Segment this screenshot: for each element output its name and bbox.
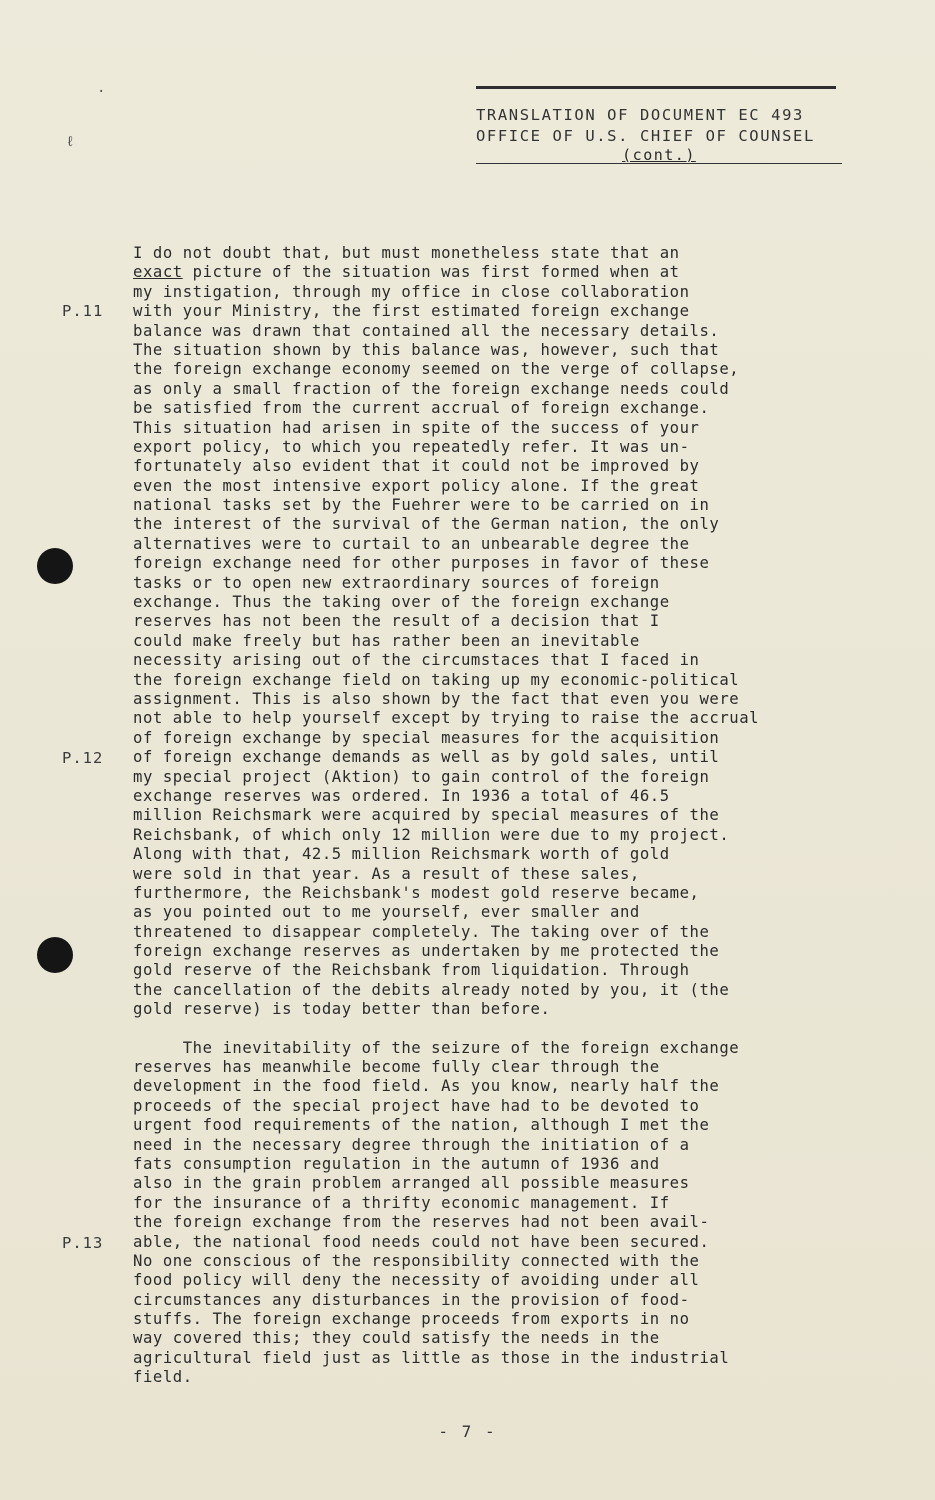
text-line: for the insurance of a thrifty economic management. If — [133, 1193, 670, 1212]
text-line: circumstances any disturbances in the provision of food- — [133, 1290, 690, 1309]
text-line: tasks or to open new extraordinary sources of foreign — [133, 573, 660, 592]
header-office: OFFICE OF U.S. CHIEF OF COUNSEL — [476, 127, 815, 145]
header-title: TRANSLATION OF DOCUMENT EC 493 — [476, 106, 804, 124]
text-line: threatened to disappear completely. The taking over of the — [133, 922, 710, 941]
punch-hole-icon — [37, 937, 73, 973]
text-line: Reichsbank, of which only 12 million were due to my project. — [133, 825, 730, 844]
text-line: agricultural field just as little as those in the industrial — [133, 1348, 730, 1367]
text-line: could make freely but has rather been an inevitable — [133, 631, 640, 650]
text-line: The inevitability of the seizure of the foreign exchange — [133, 1038, 740, 1057]
text-line: No one conscious of the responsibility connected with the — [133, 1251, 700, 1270]
margin-note-p12: P.12 — [62, 749, 104, 767]
text-line: The situation shown by this balance was, however, such that — [133, 340, 720, 359]
paragraph-2 — [133, 1039, 893, 1388]
text-line: the foreign exchange field on taking up my economic-political — [133, 670, 740, 689]
margin-note-p13: P.13 — [62, 1234, 104, 1252]
text-line: assignment. This is also shown by the fact that even you were — [133, 689, 740, 708]
text-line: my instigation, through my office in close collaboration — [133, 282, 690, 301]
header-continued — [476, 147, 842, 164]
paragraph-1 — [133, 244, 893, 1020]
text-line: with your Ministry, the first estimated foreign exchange — [133, 302, 690, 321]
text-line: be satisfied from the current accrual of foreign exchange. — [133, 399, 710, 418]
text-line: furthermore, the Reichsbank's modest gold reserve became, — [133, 883, 700, 902]
text-line: the foreign exchange economy seemed on the verge of collapse, — [133, 360, 740, 379]
text-line: reserves has meanwhile become fully clear through the — [133, 1058, 660, 1077]
text-line: of foreign exchange by special measures for the acquisition — [133, 728, 720, 747]
text-line: of foreign exchange demands as well as by gold sales, until — [133, 748, 720, 767]
margin-note-p11: P.11 — [62, 302, 104, 320]
text-line: fats consumption regulation in the autumn of 1936 and — [133, 1154, 660, 1173]
text-line: exact picture of the situation was first formed when at — [133, 263, 680, 282]
text-line: national tasks set by the Fuehrer were to be carried on in — [133, 496, 710, 515]
punch-hole-icon — [37, 548, 73, 584]
text-line: food policy will deny the necessity of avoiding under all — [133, 1271, 700, 1290]
stray-mark: ℓ — [66, 134, 75, 150]
text-line: foreign exchange need for other purposes in favor of these — [133, 554, 710, 573]
text-line: gold reserve of the Reichsbank from liquidation. Through — [133, 961, 690, 980]
stray-mark: · — [97, 84, 106, 100]
text-line: urgent food requirements of the nation, although I met the — [133, 1116, 710, 1135]
body-text — [133, 244, 893, 1388]
text-line: I do not doubt that, but must monetheless state that an — [133, 244, 680, 262]
text-line: export policy, to which you repeatedly refer. It was un- — [133, 437, 690, 456]
header-cont-label: (cont.) — [622, 146, 696, 164]
text-line: gold reserve) is today better than before. — [133, 1000, 551, 1019]
text-line: the foreign exchange from the reserves had not been avail- — [133, 1213, 710, 1232]
text-line: as you pointed out to me yourself, ever smaller and — [133, 903, 640, 922]
text-line: were sold in that year. As a result of these sales, — [133, 864, 640, 883]
text-line: field. — [133, 1368, 193, 1387]
text-line: as only a small fraction of the foreign exchange needs could — [133, 379, 730, 398]
text-line: the interest of the survival of the German nation, the only — [133, 515, 720, 534]
text-line: fortunately also evident that it could not be improved by — [133, 457, 700, 476]
text-line: need in the necessary degree through the initiation of a — [133, 1135, 690, 1154]
text-line: exchange reserves was ordered. In 1936 a total of 46.5 — [133, 786, 670, 805]
text-line: the cancellation of the debits already noted by you, it (the — [133, 980, 730, 999]
text-line: my special project (Aktion) to gain control of the foreign — [133, 767, 710, 786]
text-line: able, the national food needs could not have been secured. — [133, 1232, 710, 1251]
text-line: This situation had arisen in spite of the success of your — [133, 418, 700, 437]
text-line: alternatives were to curtail to an unbearable degree the — [133, 534, 690, 553]
text-line: exchange. Thus the taking over of the foreign exchange — [133, 593, 670, 612]
text-line: stuffs. The foreign exchange proceeds from exports in no — [133, 1310, 690, 1329]
text-line: reserves has not been the result of a decision that I — [133, 612, 660, 631]
text-line: proceeds of the special project have had to be devoted to — [133, 1096, 700, 1115]
page-number: - 7 - — [438, 1422, 497, 1441]
text-line: balance was drawn that contained all the necessary details. — [133, 321, 720, 340]
document-header — [476, 86, 846, 164]
text-line: development in the food field. As you know, nearly half the — [133, 1077, 720, 1096]
text-line: necessity arising out of the circumstaces that I faced in — [133, 651, 700, 670]
text-line: million Reichsmark were acquired by special measures of the — [133, 806, 720, 825]
text-line: also in the grain problem arranged all possible measures — [133, 1174, 690, 1193]
header-top-rule — [476, 86, 836, 89]
text-line: way covered this; they could satisfy the needs in the — [133, 1329, 660, 1348]
text-line: even the most intensive export policy alone. If the great — [133, 476, 700, 495]
text-line: Along with that, 42.5 million Reichsmark worth of gold — [133, 845, 670, 864]
text-line: foreign exchange reserves as undertaken by me protected the — [133, 942, 720, 961]
text-line: not able to help yourself except by trying to raise the accrual — [133, 709, 760, 728]
